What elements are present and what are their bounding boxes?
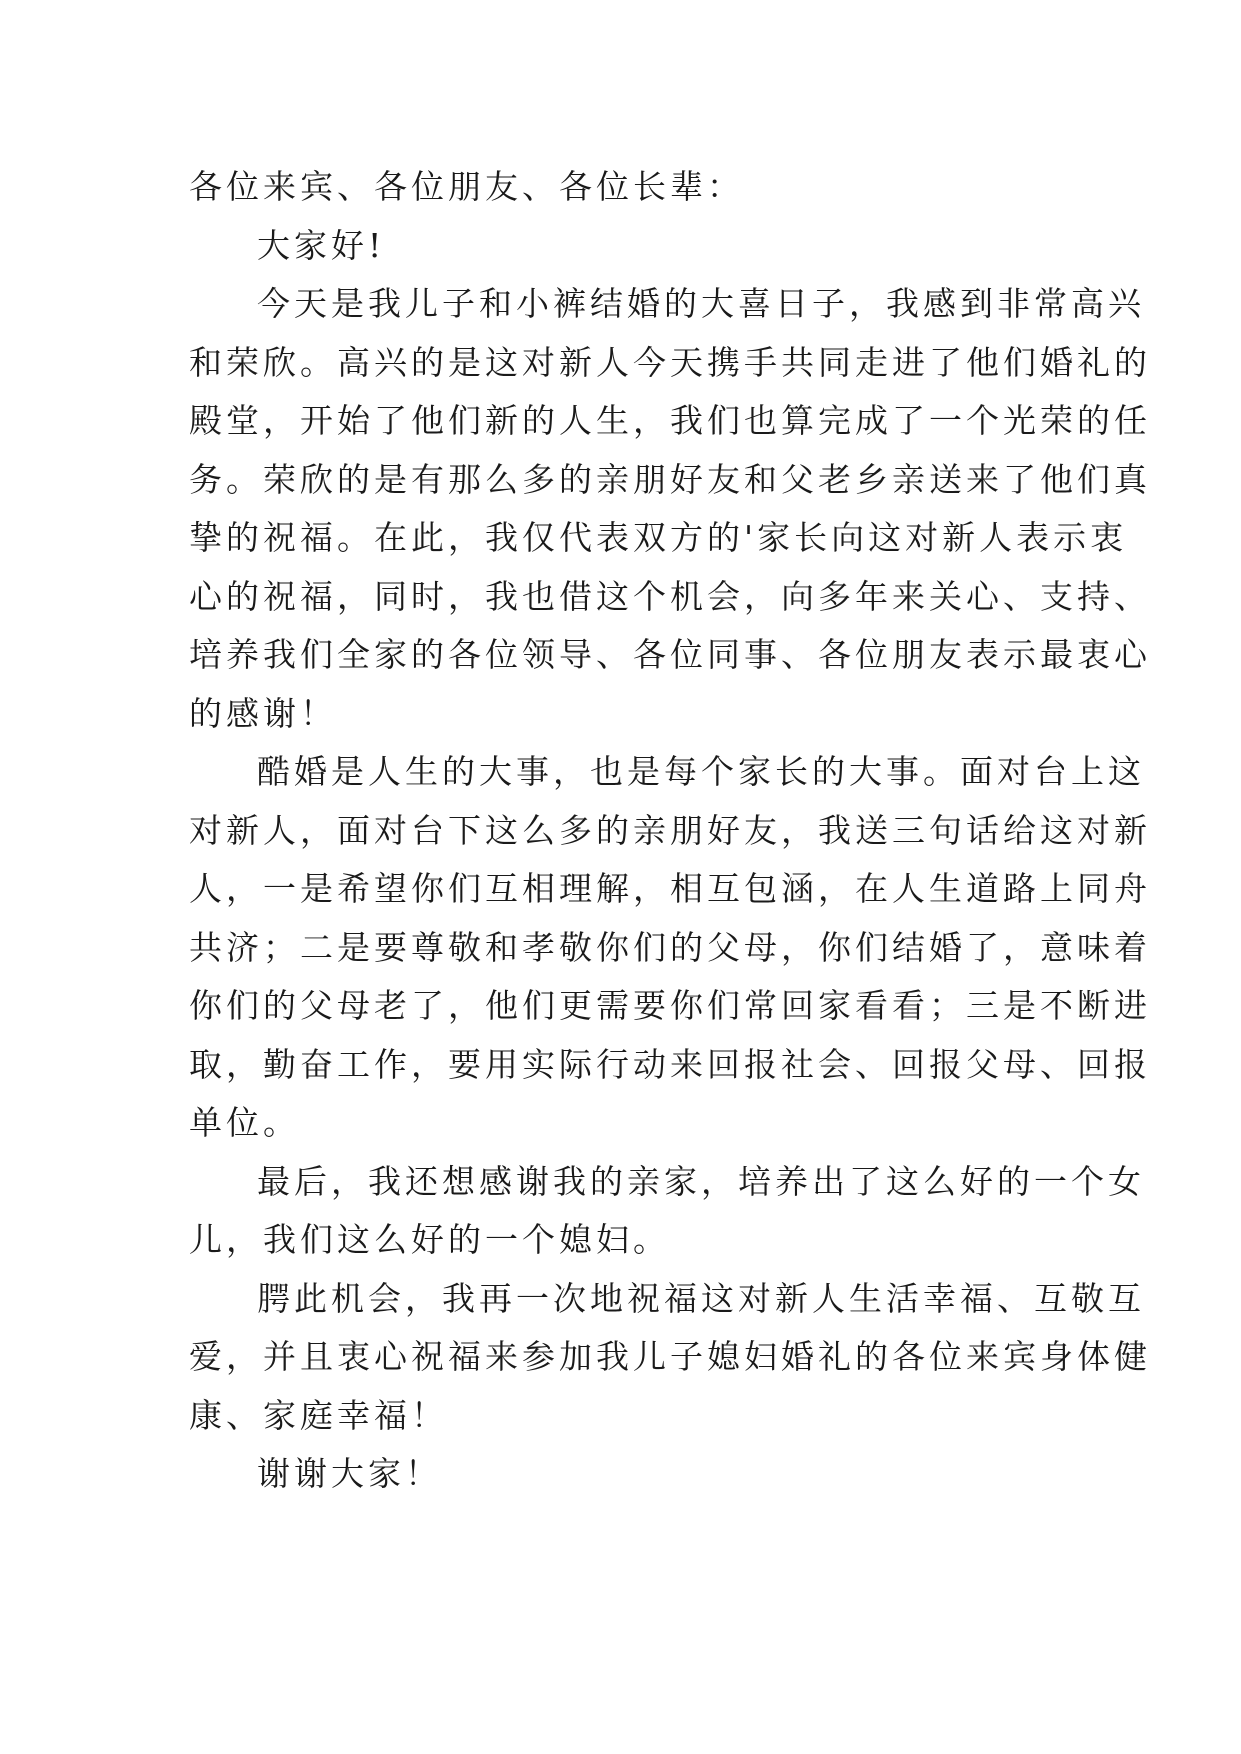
text-line: 酷婚是人生的大事，也是每个家长的大事。面对台上这 <box>257 752 1145 791</box>
text-line: 共济；二是要尊敬和孝敬你们的父母，你们结婚了，意味着 <box>189 927 1151 967</box>
text-line: 务。荣欣的是有那么多的亲朋好友和父老乡亲送来了他们真 <box>189 459 1151 499</box>
text-line: 谢谢大家！ <box>257 1454 442 1493</box>
text-line: 大家好! <box>257 225 386 265</box>
text-line: 取，勤奋工作，要用实际行动来回报社会、回报父母、回报 <box>189 1044 1151 1084</box>
text-line: 你们的父母老了，他们更需要你们常回家看看；三是不断进 <box>189 986 1151 1025</box>
text-line: 儿，我们这么好的一个媳妇。 <box>189 1220 670 1259</box>
text-line: 单位。 <box>189 1103 300 1142</box>
text-line: 康、家庭幸福！ <box>189 1395 448 1435</box>
text-line: 的感谢！ <box>189 693 337 733</box>
text-line: 爱，并且衷心祝福来参加我儿子媳妇婚礼的各位来宾身体健 <box>189 1337 1151 1376</box>
text-line: 和荣欣。高兴的是这对新人今天携手共同走进了他们婚礼的 <box>189 342 1151 382</box>
text-line: 人，一是希望你们互相理解，相互包涵，在人生道路上同舟 <box>189 869 1151 908</box>
text-line: 对新人，面对台下这么多的亲朋好友，我送三句话给这对新 <box>189 810 1151 850</box>
text-line: 培养我们全家的各位领导、各位同事、各位朋友表示最衷心 <box>189 635 1151 674</box>
text-line: 挚的祝福。在此，我仅代表双方的'家长向这对新人表示衷 <box>189 518 1128 557</box>
text-line: 最后，我还想感谢我的亲家，培养出了这么好的一个女 <box>257 1161 1145 1201</box>
text-line: 今天是我儿子和小裤结婚的大喜日子，我感到非常高兴 <box>257 284 1145 323</box>
text-line: 腭此机会，我再一次地祝福这对新人生活幸福、互敬互 <box>257 1278 1145 1318</box>
text-line: 心的祝福，同时，我也借这个机会，向多年来关心、支持、 <box>189 576 1151 616</box>
document-body <box>189 158 1151 1504</box>
text-line: 各位来宾、各位朋友、各位长辈： <box>189 167 744 206</box>
text-line: 殿堂，开始了他们新的人生，我们也算完成了一个光荣的任 <box>189 401 1151 440</box>
